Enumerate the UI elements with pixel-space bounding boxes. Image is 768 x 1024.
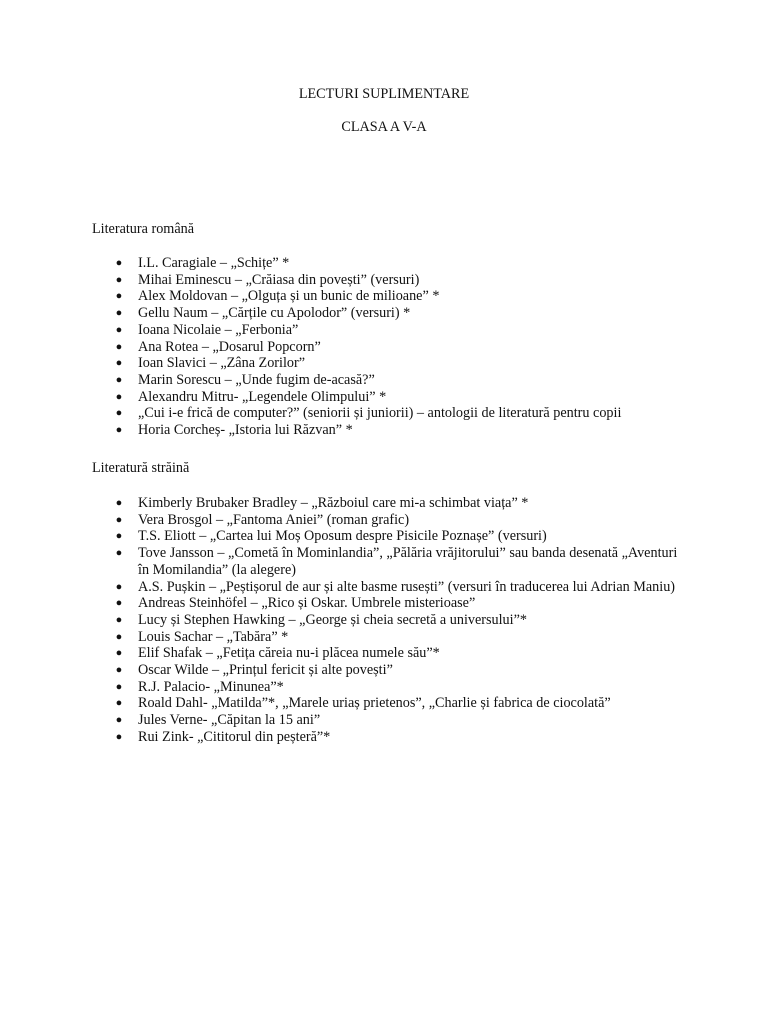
- list-item-text: Ioan Slavici – „Zâna Zorilor”: [138, 355, 306, 372]
- list-item: [0, 729, 768, 746]
- list-item-text: Tove Jansson – „Cometă în Mominlandia”, „Pălăria vrăjitorului” sau banda desenată „Aventuri în Momilandia” (la alegere): [138, 545, 678, 578]
- book-list-foreign: [0, 495, 768, 746]
- bullet-icon: ●: [115, 547, 123, 560]
- bullet-icon: ●: [115, 340, 123, 353]
- list-item-text: Alexandru Mitru- „Legendele Olimpului” *: [138, 388, 387, 405]
- bullet-icon: ●: [115, 613, 123, 626]
- list-item-text: Kimberly Brubaker Bradley – „Războiul care mi-a schimbat viața” *: [138, 495, 529, 511]
- bullet-icon: ●: [115, 307, 123, 320]
- list-item-text: Alex Moldovan – „Olguța și un bunic de milioane” *: [138, 288, 440, 305]
- list-item-text: Oscar Wilde – „Prințul fericit și alte povești”: [138, 662, 393, 679]
- section-heading-foreign: Literatură străină: [92, 460, 190, 476]
- bullet-icon: ●: [115, 497, 123, 509]
- bullet-icon: ●: [115, 290, 123, 303]
- list-item: [0, 512, 768, 529]
- bullet-icon: ●: [115, 530, 123, 543]
- list-item: [0, 645, 768, 662]
- bullet-icon: ●: [115, 273, 123, 286]
- list-item: [0, 389, 768, 406]
- bullet-icon: ●: [115, 630, 123, 643]
- document-title: LECTURI SUPLIMENTARE: [298, 86, 470, 102]
- list-item-text: A.S. Pușkin – „Peștișorul de aur și alte basme rusești” (versuri în traducerea lui Adrian Maniu): [138, 578, 676, 595]
- list-item: [0, 322, 768, 339]
- bullet-icon: ●: [115, 714, 123, 727]
- list-item-text: Horia Corcheș- „Istoria lui Răzvan” *: [138, 422, 353, 439]
- list-item-text: Roald Dahl- „Matilda”*, „Marele uriaș prietenos”, „Charlie și fabrica de ciocolată”: [138, 695, 611, 712]
- bullet-icon: ●: [115, 730, 123, 743]
- bullet-icon: ●: [115, 597, 123, 610]
- bullet-icon: ●: [115, 647, 123, 660]
- bullet-icon: ●: [115, 373, 123, 386]
- list-item-text: Lucy și Stephen Hawking – „George și cheia secretă a universului”*: [138, 611, 527, 628]
- list-item: [0, 595, 768, 612]
- bullet-icon: ●: [115, 697, 123, 710]
- list-item-text: Andreas Steinhöfel – „Rico și Oskar. Umbrele misterioase”: [138, 595, 476, 612]
- list-item: [0, 355, 768, 372]
- list-item-text: T.S. Eliott – „Cartea lui Moș Oposum despre Pisicile Poznașe” (versuri): [138, 528, 547, 545]
- document-subtitle: CLASA A V-A: [341, 119, 427, 135]
- list-item: [0, 679, 768, 696]
- list-item: [0, 372, 768, 389]
- bullet-icon: ●: [115, 680, 123, 693]
- section-heading-romanian: Literatura română: [92, 221, 195, 237]
- bullet-icon: ●: [115, 357, 123, 370]
- list-item: [0, 695, 768, 712]
- list-item: [0, 255, 768, 272]
- list-item-text: R.J. Palacio- „Minunea”*: [138, 678, 284, 695]
- list-item: [0, 272, 768, 289]
- bullet-icon: ●: [115, 257, 123, 269]
- list-item-text: Elif Shafak – „Fetița căreia nu-i plăcea numele său”*: [138, 645, 440, 662]
- list-item: [0, 662, 768, 679]
- list-item: [0, 305, 768, 322]
- list-item: [0, 545, 768, 578]
- list-item: [0, 339, 768, 356]
- list-item: [0, 629, 768, 646]
- list-item-text: „Cui i-e frică de computer?” (seniorii și juniorii) – antologii de literatură pentru copii: [138, 405, 622, 422]
- bullet-icon: ●: [115, 407, 123, 420]
- list-item-text: Ana Rotea – „Dosarul Popcorn”: [138, 338, 321, 355]
- list-item: [0, 528, 768, 545]
- list-item: [0, 405, 768, 422]
- bullet-icon: ●: [115, 580, 123, 593]
- list-item-text: Gellu Naum – „Cărțile cu Apolodor” (versuri) *: [138, 305, 411, 322]
- list-item: [0, 422, 768, 439]
- list-item: [0, 579, 768, 596]
- list-item-text: Louis Sachar – „Tabăra” *: [138, 628, 289, 645]
- list-item: [0, 712, 768, 729]
- list-item-text: Mihai Eminescu – „Crăiasa din povești” (versuri): [138, 271, 420, 288]
- list-item-text: Jules Verne- „Căpitan la 15 ani”: [138, 712, 321, 729]
- list-item-text: Rui Zink- „Cititorul din peșteră”*: [138, 728, 331, 745]
- list-item-text: Vera Brosgol – „Fantoma Aniei” (roman grafic): [138, 511, 410, 528]
- list-item-text: I.L. Caragiale – „Schițe” *: [138, 255, 290, 271]
- list-item: [0, 288, 768, 305]
- list-item-text: Marin Sorescu – „Unde fugim de-acasă?”: [138, 371, 375, 388]
- bullet-icon: ●: [115, 664, 123, 677]
- bullet-icon: ●: [115, 424, 123, 437]
- list-item-text: Ioana Nicolaie – „Ferbonia”: [138, 321, 299, 338]
- book-list-romanian: [0, 255, 768, 439]
- bullet-icon: ●: [115, 513, 123, 526]
- bullet-icon: ●: [115, 323, 123, 336]
- list-item: [0, 495, 768, 512]
- bullet-icon: ●: [115, 390, 123, 403]
- list-item: [0, 612, 768, 629]
